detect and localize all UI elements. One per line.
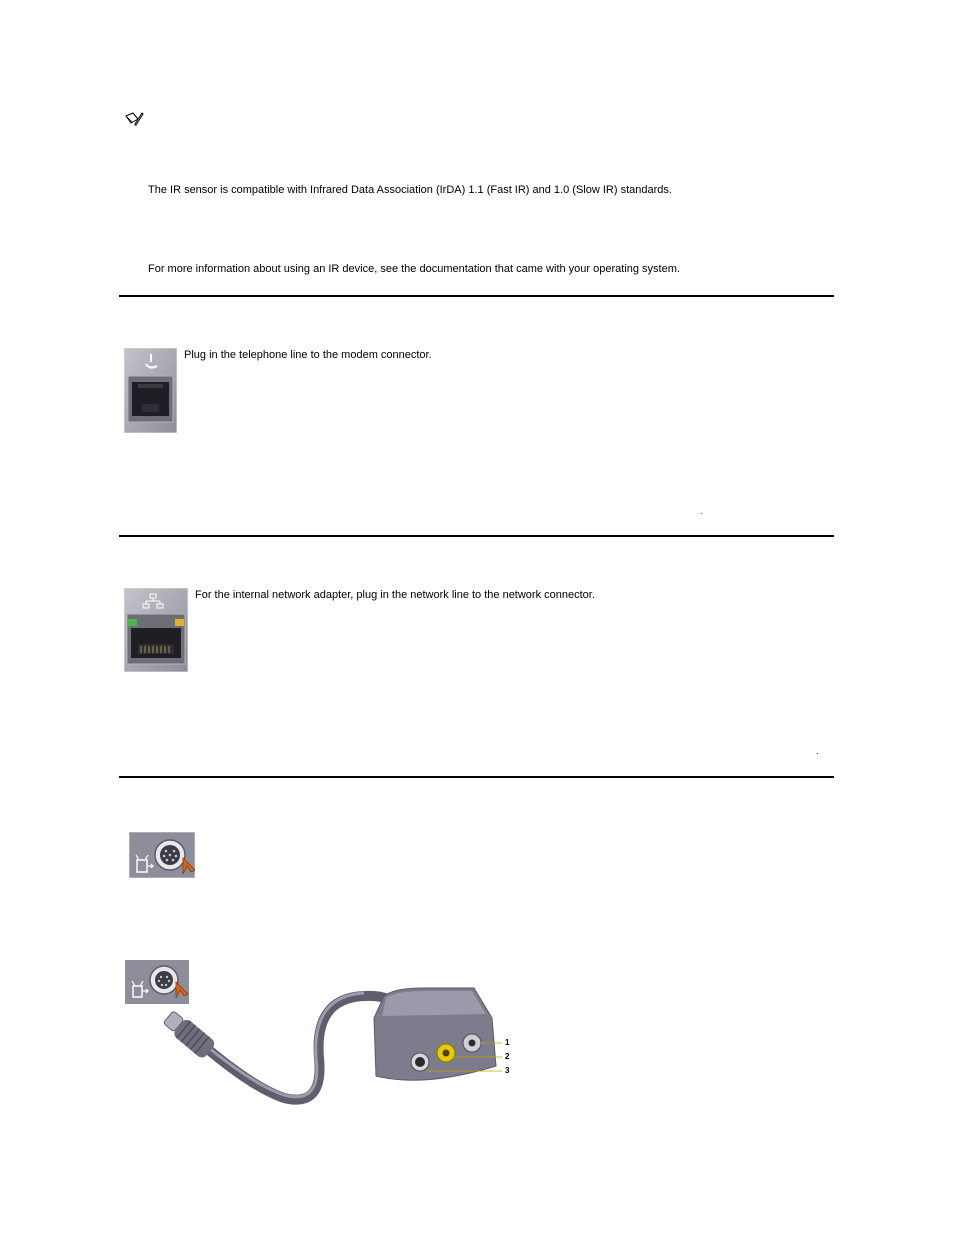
note-pencil-icon <box>124 110 144 130</box>
callout-1: 1 <box>505 1038 510 1047</box>
callout-3: 3 <box>505 1066 510 1075</box>
modem-connector-icon <box>124 348 177 433</box>
network-trailing-mark: . <box>816 746 819 756</box>
callout-2: 2 <box>505 1052 510 1061</box>
network-connector-icon <box>124 588 188 672</box>
modem-trailing-mark: . <box>700 506 703 516</box>
svideo-port-thumbnail <box>125 960 189 1004</box>
ir-compatibility-text: The IR sensor is compatible with Infrared Data Association (IrDA) 1.1 (Fast IR) and 1.0 (Slow IR) standards. <box>148 184 672 196</box>
modem-instruction-text: Plug in the telephone line to the modem connector. <box>184 349 432 361</box>
svideo-composite-adapter-cable-icon <box>124 958 524 1118</box>
section-divider-1 <box>119 295 834 297</box>
svideo-tv-out-icon <box>129 832 195 878</box>
network-instruction-text: For the internal network adapter, plug in the network line to the network connector. <box>195 589 595 601</box>
section-divider-2 <box>119 535 834 537</box>
section-divider-3 <box>119 776 834 778</box>
ir-more-info-text: For more information about using an IR device, see the documentation that came with your operating system. <box>148 263 680 275</box>
